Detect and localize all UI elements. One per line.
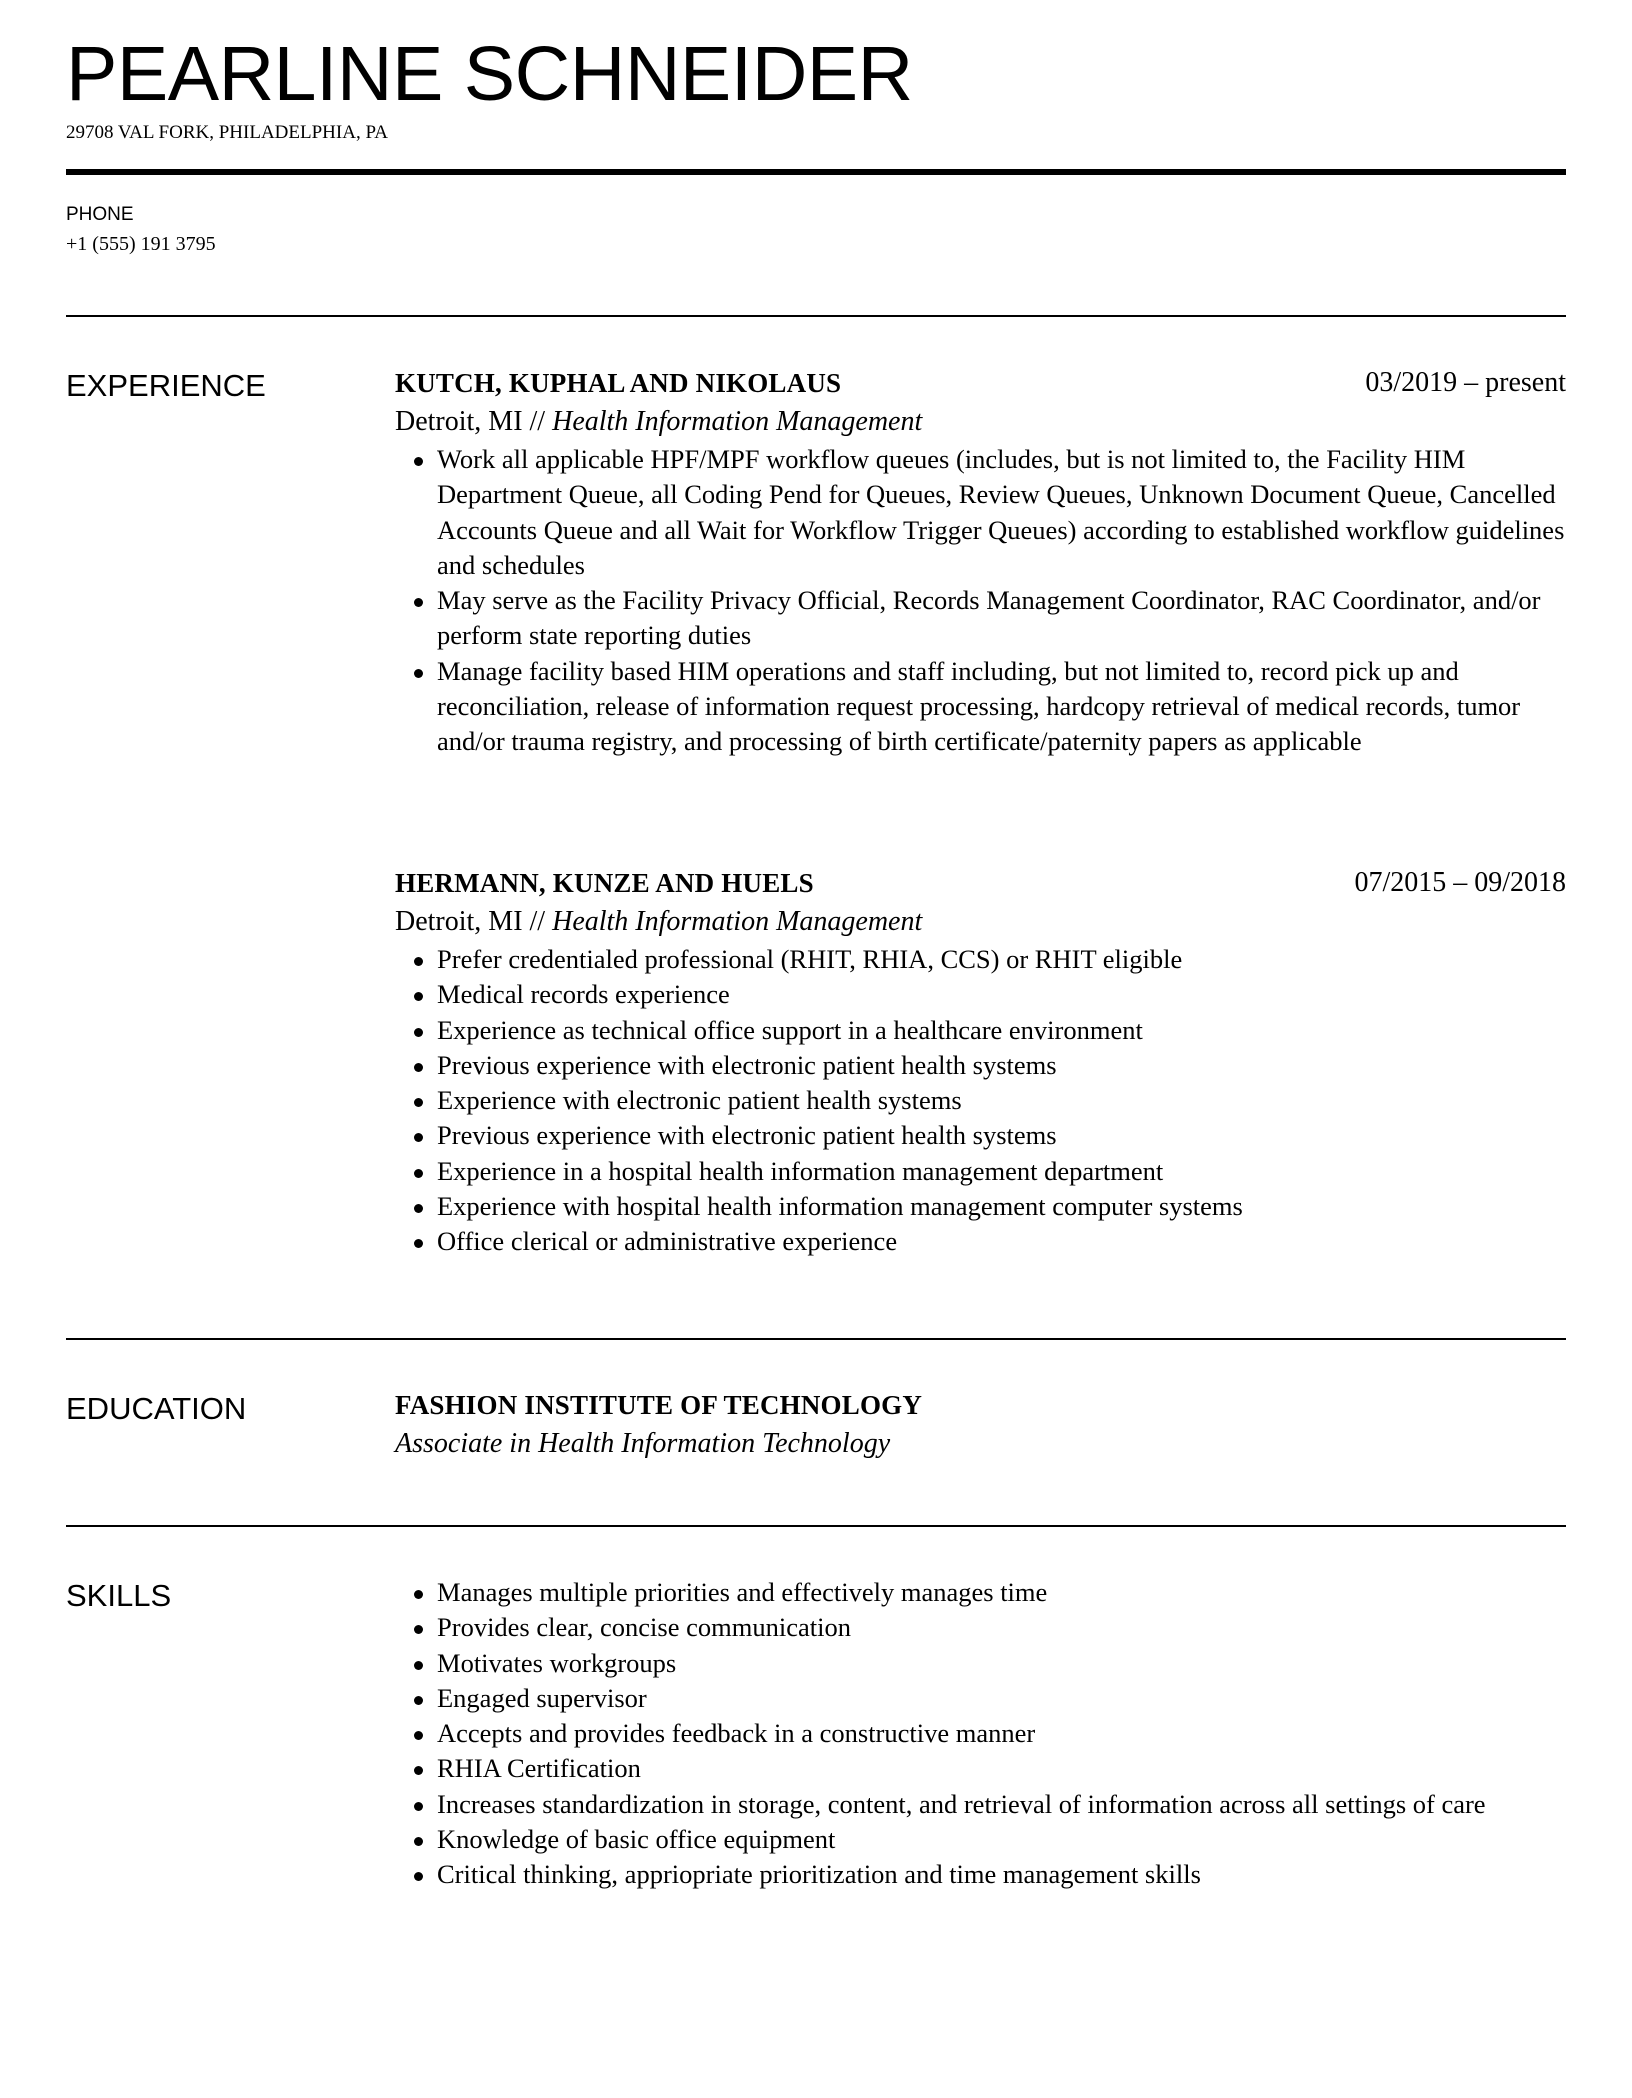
list-item: May serve as the Facility Privacy Official, Records Management Coordinator, RAC Coordinator, and/or perform state reporting duties (437, 583, 1566, 654)
job-subtitle (395, 902, 1566, 942)
job-header (395, 864, 1566, 902)
list-item: RHIA Certification (437, 1751, 1566, 1786)
job-subtitle (395, 402, 1566, 442)
list-item: Provides clear, concise communication (437, 1610, 1566, 1645)
list-item: Manages multiple priorities and effectively manages time (437, 1575, 1566, 1610)
job-bullets (395, 942, 1566, 1260)
job-location: Detroit, MI // (395, 406, 546, 437)
list-item: Prefer credentialed professional (RHIT, RHIA, CCS) or RHIT eligible (437, 942, 1566, 977)
education-entry (395, 1386, 1566, 1464)
skills-list (395, 1575, 1566, 1893)
list-item: Experience with hospital health information management computer systems (437, 1189, 1566, 1224)
contact-divider (66, 315, 1566, 317)
job-company: KUTCH, KUPHAL AND NIKOLAUS (395, 368, 842, 398)
job-role: Health Information Management (552, 406, 923, 437)
education-divider (66, 1525, 1566, 1527)
phone-value: +1 (555) 191 3795 (66, 233, 216, 255)
job-role: Health Information Management (552, 906, 923, 937)
education-degree: Associate in Health Information Technology (395, 1428, 891, 1459)
list-item: Medical records experience (437, 977, 1566, 1012)
header-divider (66, 169, 1566, 175)
candidate-address: 29708 VAL FORK, PHILADELPHIA, PA (66, 122, 388, 143)
phone-label: PHONE (66, 204, 134, 225)
list-item: Critical thinking, appriopriate prioritization and time management skills (437, 1857, 1566, 1892)
skills-heading: SKILLS (66, 1578, 172, 1613)
job-header (395, 364, 1566, 402)
job-location: Detroit, MI // (395, 906, 546, 937)
education-school: FASHION INSTITUTE OF TECHNOLOGY (395, 1390, 923, 1420)
job-bullets (395, 442, 1566, 760)
education-heading: EDUCATION (66, 1391, 247, 1426)
job-entry (395, 864, 1566, 1260)
job-company: HERMANN, KUNZE AND HUELS (395, 868, 814, 898)
list-item: Experience as technical office support in a healthcare environment (437, 1013, 1566, 1048)
list-item: Knowledge of basic office equipment (437, 1822, 1566, 1857)
list-item: Engaged supervisor (437, 1681, 1566, 1716)
list-item: Manage facility based HIM operations and staff including, but not limited to, record pick up and reconciliation, release of information request processing, hardcopy retrieval of medical records, tumor and/or trauma registry, and processing of birth certificate/paternity papers as applicable (437, 654, 1566, 760)
experience-divider (66, 1338, 1566, 1340)
list-item: Work all applicable HPF/MPF workflow queues (includes, but is not limited to, the Facility HIM Department Queue, all Coding Pend for Queues, Review Queues, Unknown Document Queue, Cancelled Accounts Queue and all Wait for Workflow Trigger Queues) according to established workflow guidelines and schedules (437, 442, 1566, 583)
candidate-name: PEARLINE SCHNEIDER (66, 31, 913, 117)
list-item: Accepts and provides feedback in a constructive manner (437, 1716, 1566, 1751)
list-item: Office clerical or administrative experience (437, 1224, 1566, 1259)
list-item: Previous experience with electronic patient health systems (437, 1118, 1566, 1153)
job-dates: 07/2015 – 09/2018 (1354, 867, 1566, 898)
list-item: Previous experience with electronic patient health systems (437, 1048, 1566, 1083)
list-item: Experience in a hospital health information management department (437, 1154, 1566, 1189)
job-dates: 03/2019 – present (1365, 367, 1566, 398)
experience-heading: EXPERIENCE (66, 368, 266, 403)
skills-entry (395, 1575, 1566, 1893)
list-item: Increases standardization in storage, content, and retrieval of information across all settings of care (437, 1787, 1566, 1822)
list-item: Experience with electronic patient health systems (437, 1083, 1566, 1118)
job-entry (395, 364, 1566, 760)
list-item: Motivates workgroups (437, 1646, 1566, 1681)
